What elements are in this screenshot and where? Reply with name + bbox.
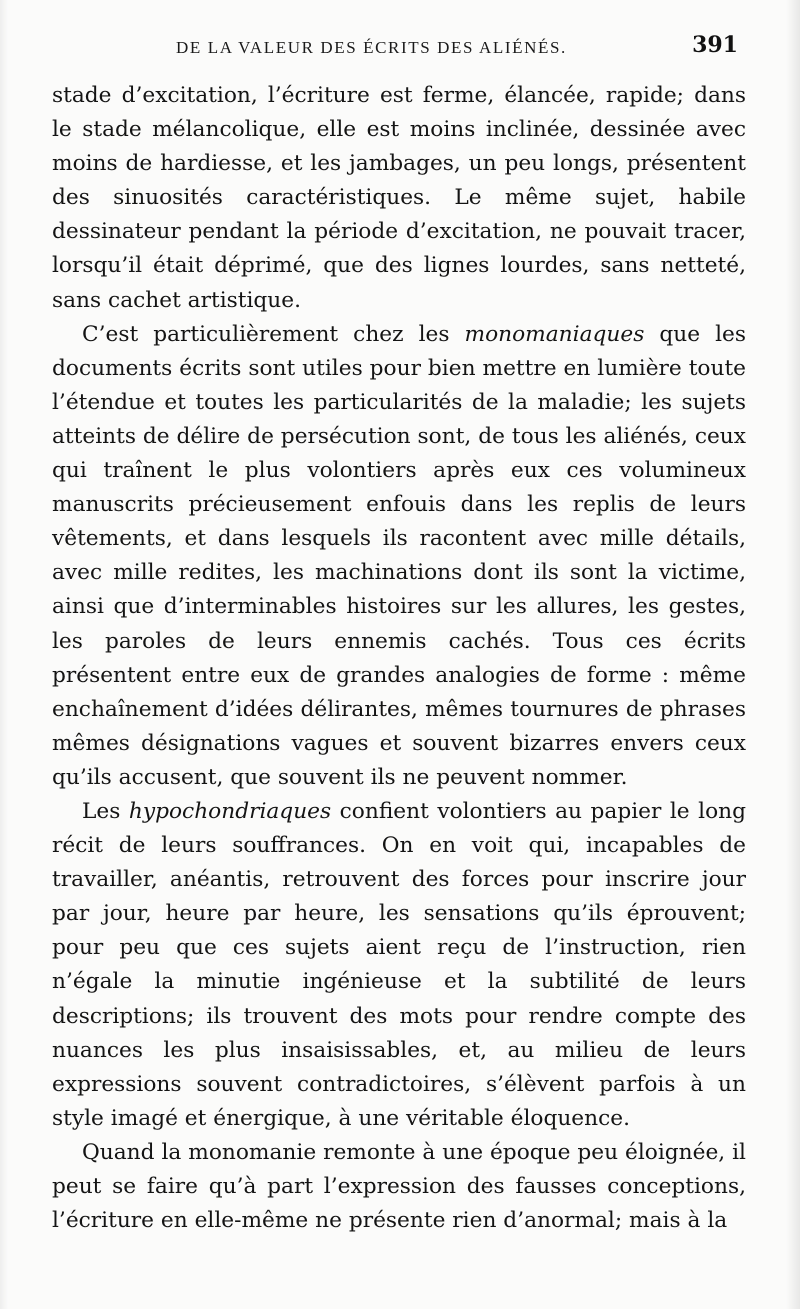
- body-text: [52, 79, 746, 1238]
- page-left-shadow: [0, 0, 8, 1309]
- running-head: [50, 32, 740, 66]
- paragraph-monomaniaques: [52, 318, 746, 795]
- paragraph-hypochondriaques: [52, 795, 746, 1136]
- paragraph-continuation: stade d’excitation, l’écriture est ferme, élancée, rapide; dans le stade mélancolique, elle est moins inclinée, dessinée avec moins de hardiesse, et les jambages, un peu longs, présentent des sinuosités caractéristiques. Le même sujet, habile dessinateur pendant la période d’excitation, ne pouvait tracer, lorsqu’il était déprimé, que des lignes lourdes, sans netteté, sans cachet artistique.: [52, 83, 746, 313]
- paragraph-text: C’est particulièrement chez les: [82, 321, 465, 347]
- running-title: DE LA VALEUR DES ÉCRITS DES ALIÉNÉS.: [176, 38, 567, 57]
- italic-term: hypochondriaques: [128, 798, 332, 824]
- page-number: 391: [692, 32, 738, 58]
- paragraph-text: que les documents écrits sont utiles pour bien mettre en lumière toute l’étendue et toutes les particularités de la maladie; les sujets atteints de délire de persécution sont, de tous les aliénés, ceux qui traînent le plus volontiers après eux ces volumineux manuscrits précieusement enfouis dans les replis de leurs vêtements, et dans lesquels ils racontent avec mille détails, avec mille redites, les machinations dont ils sont la victime, ainsi que d’interminables histoires sur les allures, les gestes, les paroles de leurs ennemis cachés. Tous ces écrits présentent entre eux de grandes analogies de forme : même enchaînement d’idées délirantes, mêmes tournures de phrases mêmes désignations vagues et souvent bizarres envers ceux qu’ils accusent, que souvent ils ne peuvent nommer.: [52, 321, 746, 790]
- page-edge-shadow: [786, 0, 800, 1309]
- paragraph-monomanie: Quand la monomanie remonte à une époque peu éloignée, il peut se faire qu’à part l’expression des fausses conceptions, l’écriture en elle-même ne présente rien d’anormal; mais à la: [52, 1139, 746, 1234]
- paragraph-text: confient volontiers au papier le long récit de leurs souffrances. On en voit qui, incapables de travailler, anéantis, retrouvent des forces pour inscrire jour par jour, heure par heure, les sensations qu’ils éprouvent; pour peu que ces sujets aient reçu de l’instruction, rien n’égale la minutie ingénieuse et la subtilité de leurs descriptions; ils trouvent des mots pour rendre compte des nuances les plus insaisissables, et, au milieu de leurs expressions souvent contradictoires, s’élèvent parfois à un style imagé et énergique, à une véritable éloquence.: [52, 798, 746, 1131]
- italic-term: monomaniaques: [464, 321, 645, 347]
- paragraph-text: Les: [82, 798, 129, 824]
